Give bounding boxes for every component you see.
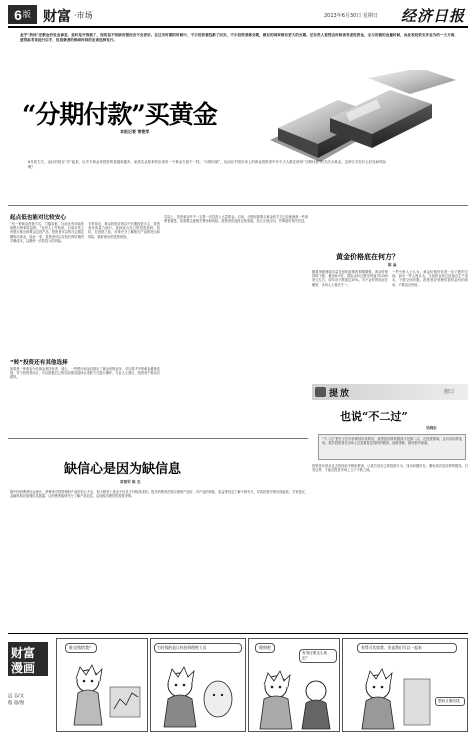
cartoon-figure-2	[152, 659, 246, 729]
lead-summary: 6月底左右，金价的现在“冷”起来，以中方黄金来投资的者越来越多。而其实从原来的应该来一个黄金方面不一样。“分期付款”，从而在中国市场上的黄金投资者中有不少人都在使用“分期付款”的方法买黄金，这种方式有什么好处和风险呢？	[28, 160, 386, 169]
banner-label: 窗口	[444, 389, 455, 395]
left-body-1a: “有一种黄金投资方式，门槛较低，目前还有可能获取银行利率收益的。”业内人士介绍说，目前市场上有银行推出的黄金定投产品，投资者可以每月定期定额购买黄金，如此一来，投资者可以在较长的时期内平摊成本，以避免一次性投入的风险。	[10, 222, 84, 243]
lower-divider	[8, 438, 308, 439]
page-suffix: 版	[22, 10, 31, 19]
cartoon-panel-2	[150, 638, 246, 732]
essay-body: 投资者应该从过去的经验中吸取教训，认真总结自己的投资行为，找出问题所在，避免再次犯同样的错误。只有这样，才能在投资市场上立于不败之地。	[312, 464, 468, 473]
left-heading-1: 起点低也能对比较安心	[10, 215, 66, 221]
cartoon-bubble-6: 想问又要经钱	[435, 697, 465, 706]
lead-intro: 金字“热词”还数金价发金事差，是时是开饰强了，现的是不知缺有情况会不会更好。在过市时期的时候中，不少投资者趋都了回买，不少投资者都会期，做有的国家都有更大的去期。还有些人觉得这时候该考虑投资金，全与用做的金量时候，由此表投资买多金为的一大方面，值得参考来进行后手，但消费者的维面时间的应该选择发行。	[20, 33, 458, 42]
cartoon-bubble-1: 谁交钱给我？	[65, 643, 97, 653]
cartoon-figure-1	[58, 659, 148, 729]
essay-byline: 吴晓东	[426, 426, 437, 430]
cartoon-title-1: 财富	[11, 646, 36, 660]
right-body-2: 一些分析人士认为，黄金价格仍有进一步下跌的空间；而另一些人则认为，当前的金价已经接近生产成本，下跌空间有限。投资者应该理性看待金价的波动，不要盲目抄底。	[392, 270, 468, 287]
masthead-rule	[8, 26, 468, 28]
lead-headline: “分期付款”买黄金	[22, 100, 217, 129]
right-heading: 黄金价格底在何方？	[336, 253, 399, 261]
banner-icon	[315, 387, 326, 397]
cartoon-bubble-2: 为好钱的是让你投资理财工具	[154, 643, 242, 653]
cartoon-bubble-4: 有得还要这么规定？	[299, 649, 337, 663]
date-line: 2013年6月30日 星期日	[324, 13, 378, 19]
window-banner	[312, 384, 468, 400]
paper-logo: 经济日报	[401, 7, 466, 25]
page-number-badge	[8, 5, 37, 24]
cartoon-title-block	[8, 642, 48, 676]
left-body-1b: 专家指出，黄金投资应该以中长期投资为主，投资者应该量力而行，选择适合自己的投资品种。同时，在投资之前，应该充分了解相关产品的特点和风险，做好相应的投资规划。	[88, 222, 160, 239]
cartoon-bubble-3: 理财吧	[255, 643, 275, 653]
banner-word-1: 提	[329, 389, 339, 399]
left-body-2: 如果是一家黄金为代黄金来持有者，那么，一些银行和金店推出了黄金回购业务，可以将手中的黄金重新变现，对于投资者而言，可以根据自己的实际情况选择合适的方式进行操作。专业人士建议，投资者不要盲目跟风。	[10, 367, 160, 380]
cartoon-panel-1	[56, 638, 148, 732]
banner-word-2: 放	[340, 389, 350, 399]
masthead	[8, 4, 468, 26]
cartoon-rule	[8, 633, 468, 634]
cartoon-bubble-5: 有得可比如我，但是我们可以一起来	[357, 643, 457, 653]
lower-body: 据中国消费者协会统计，消费者对投资理财产品的信心不足，很大程度上是由于信息不对称造成的。很多消费者在购买理财产品时，对产品的风险、收益等信息了解不够充分，导致投资决策出现偏差。专家建议，金融机构应加强信息披露，让消费者能够充分了解产品信息，从而做出理性的投资决策。	[10, 490, 308, 499]
lead-byline: 本报记者 常艳军	[120, 129, 150, 134]
cartoon-panel-3	[248, 638, 340, 732]
lower-byline: 常艳军 陈 杰	[120, 480, 141, 484]
section-sub: ·市场	[74, 11, 93, 20]
cartoon-panel-4	[342, 638, 468, 732]
essay-lede: “不二过”是孔子在评价颜回时说的话，意思是同样的错误不犯第二次。在投资领域，这句话同样适用。很多投资者在市场上总是重复犯同样的错误，追涨杀跌，最终损失惨重。	[322, 437, 462, 446]
left-heading-2: “转”投资还有其他选择	[10, 360, 68, 366]
cartoon-title-2: 漫画	[11, 661, 36, 675]
section-name: 财富	[43, 9, 71, 25]
gold-bars-photo	[260, 70, 460, 170]
right-body-1: 随着美联储退出量化宽松政策的预期增强，黄金价格持续下跌。截至6月底，国际金价已跌至每盎司1200美元左右，较年初下跌超过25%。对于金价的底部在哪里，市场人士看法不一。	[312, 270, 388, 287]
mid-body: 实际上，投资黄金并不一定要一次性投入大量资金。目前，分期付款购买黄金的方式已经逐渐被一些消费者接受，但需要注意相关费用和风险。投资者应选择正规渠道，签订正规合同，并保留好相关凭证。	[164, 215, 308, 224]
lead-divider	[8, 205, 468, 206]
lower-headline: 缺信心是因为缺信息	[64, 462, 182, 477]
essay-headline: 也说“不二过”	[340, 410, 408, 423]
cartoon-credit: 远 志/文 殷 超/图	[8, 694, 25, 706]
page-number: 6	[14, 6, 22, 23]
cartoon-figure-3	[250, 667, 340, 731]
right-byline: 陈 晶	[388, 263, 397, 267]
